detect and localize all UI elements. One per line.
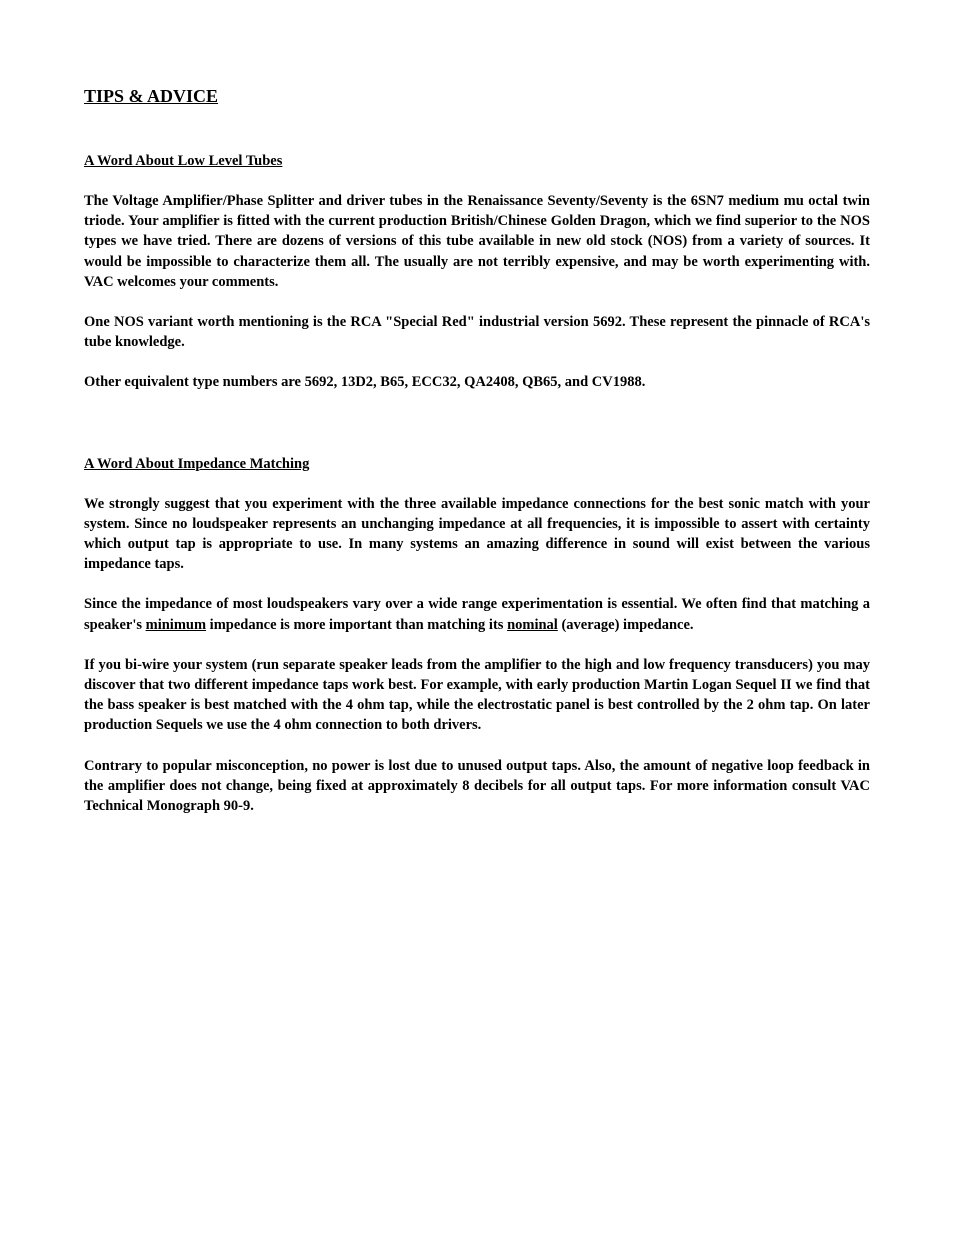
paragraph-impedance-experiment: We strongly suggest that you experiment with the three available impedance connections for the best sonic match with your system. Since no loudspeaker represents an unchanging impedance at all frequencies, it is impossible to assert with certainty which output tap is appropriate to use. In many systems an amazing difference in sound will exist between the various impedance taps. [84, 495, 870, 573]
emphasis-minimum: minimum [145, 616, 207, 633]
page-title: TIPS & ADVICE [84, 86, 219, 106]
section-heading-impedance-matching: A Word About Impedance Matching [84, 455, 310, 472]
section-heading-low-level-tubes: A Word About Low Level Tubes [84, 153, 283, 169]
paragraph-special-red: One NOS variant worth mentioning is the RCA "Special Red" industrial version 5692. These represent the pinnacle of RCA's tube knowledge. [84, 314, 870, 351]
paragraph-equivalent-types: Other equivalent type numbers are 5692, 13D2, B65, ECC32, QA2408, QB65, and CV1988. [84, 374, 646, 391]
paragraph-output-taps: Contrary to popular misconception, no power is lost due to unused output taps. Also, the amount of negative loop feedback in the amplifier does not change, being fixed at approximately 8 decibels for all output taps. For more information consult VAC Technical Monograph 90-9. [84, 757, 870, 815]
text-run: Since the impedance of most loudspeakers vary over a wide range experimentation is essential. We often find that matching a speaker's [84, 596, 870, 633]
document-page [84, 84, 870, 816]
text-run: impedance is more important than matching its [206, 616, 508, 633]
emphasis-nominal: nominal [507, 616, 558, 633]
paragraph-bi-wire: If you bi-wire your system (run separate speaker leads from the amplifier to the high and low frequency transducers) you may discover that two different impedance taps work best. For example, with early production Martin Logan Sequel II we find that the bass speaker is best matched with the 4 ohm tap, while the electrostatic panel is best controlled by the 2 ohm tap. On later production Sequels we use the 4 ohm connection to both drivers. [84, 656, 870, 734]
paragraph-tubes-overview: The Voltage Amplifier/Phase Splitter and driver tubes in the Renaissance Seventy/Seventy is the 6SN7 medium mu octal twin triode. Your amplifier is fitted with the current production British/Chinese Golden Dragon, which we find superior to the NOS types we have tried. There are dozens of versions of this tube available in new old stock (NOS) from a variety of sources. It would be impossible to characterize them all. The usually are not terribly expensive, and may be worth experimenting with. VAC welcomes your comments. [84, 193, 870, 290]
text-run: (average) impedance. [557, 616, 694, 633]
paragraph-impedance-minimum [84, 594, 870, 634]
